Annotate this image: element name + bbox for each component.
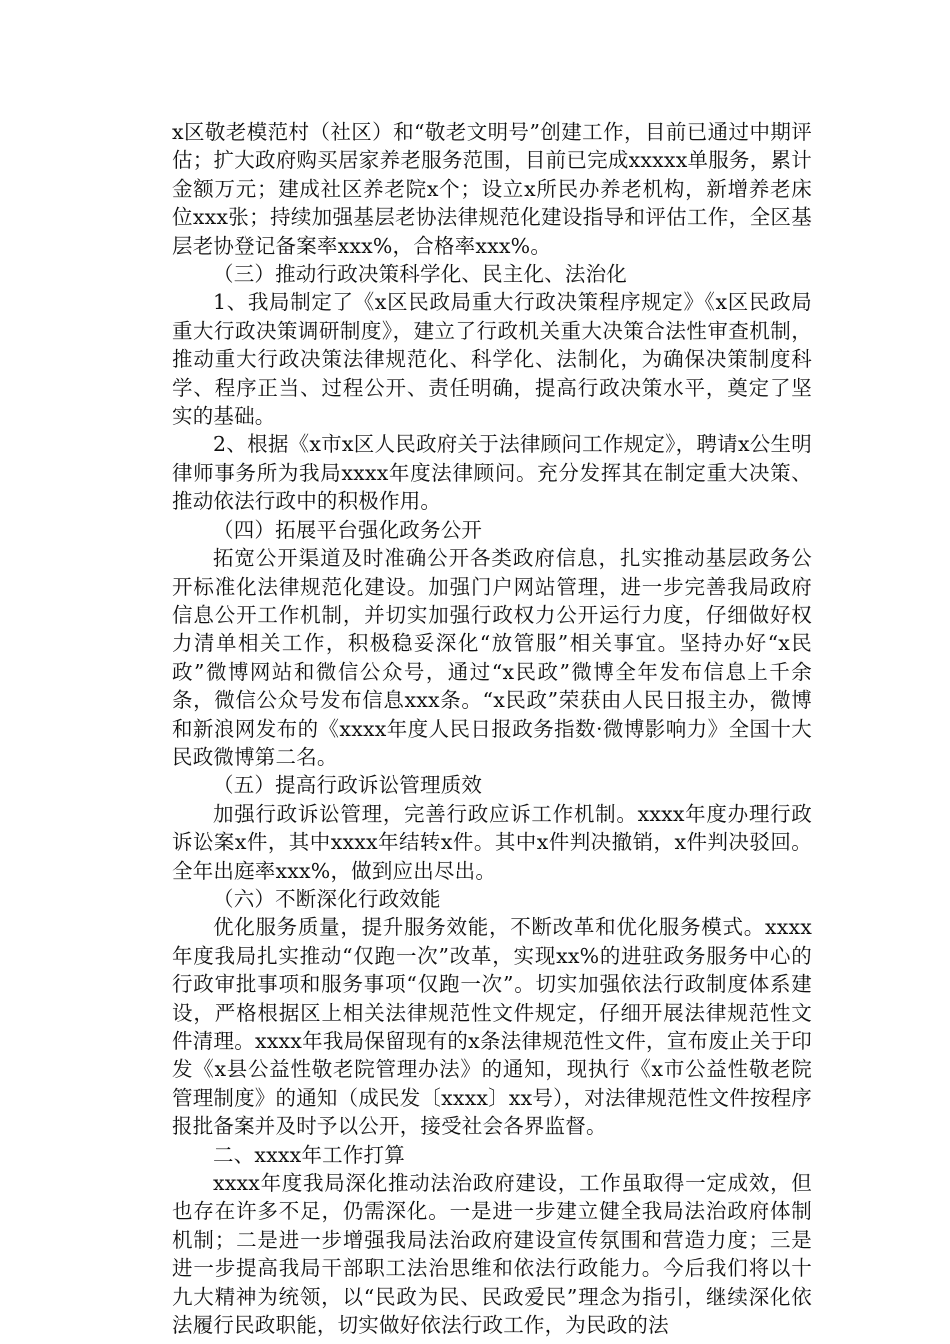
section-heading: （五）提高行政诉讼管理质效	[213, 773, 483, 798]
document-body	[172, 118, 812, 1339]
paragraph-body: 加强行政诉讼管理，完善行政应诉工作机制。xxxx年度办理行政诉讼案x件，其中xxxx年结转x件。其中x件判决撤销，x件判决驳回。全年出庭率xxx%，做到应出尽出。	[172, 801, 812, 883]
section-heading: （三）推动行政决策科学化、民主化、法治化	[213, 262, 627, 287]
section-heading: 二、xxxx年工作打算	[213, 1142, 405, 1167]
paragraph-body-continued: x区敬老模范村（社区）和“敬老文明号”创建工作，目前已通过中期评估；扩大政府购买居家养老服务范围，目前已完成xxxxx单服务，累计金额万元；建成社区养老院x个；设立x所民办养老机构，新增养老床位xxx张；持续加强基层老协法律规范化建设指导和评估工作，全区基层老协登记备案率xxx%，合格率xxx%。	[172, 120, 812, 258]
paragraph-body: 拓宽公开渠道及时准确公开各类政府信息，扎实推动基层政务公开标准化法律规范化建设。加强门户网站管理，进一步完善我局政府信息公开工作机制，并切实加强行政权力公开运行力度，仔细做好权力清单相关工作，积极稳妥深化“放管服”相关事宜。坚持办好“x民政”微博网站和微信公众号，通过“x民政”微博全年发布信息上千余条，微信公众号发布信息xxx条。“x民政”荣获由人民日报主办，微博和新浪网发布的《xxxx年度人民日报政务指数·微博影响力》全国十大民政微博第二名。	[172, 546, 812, 769]
section-heading: （四）拓展平台强化政务公开	[213, 517, 483, 542]
section-heading: （六）不断深化行政效能	[213, 886, 441, 911]
paragraph-body: 2、根据《x市x区人民政府关于法律顾问工作规定》，聘请x公生明律师事务所为我局xxxx年度法律顾问。充分发挥其在制定重大决策、推动依法行政中的积极作用。	[172, 432, 812, 514]
paragraph-body: 优化服务质量，提升服务效能，不断改革和优化服务模式。xxxx年度我局扎实推动“仅跑一次”改革，实现xx%的进驻政务服务中心的行政审批事项和服务事项“仅跑一次”。切实加强依法行政制度体系建设，严格根据区上相关法律规范性文件规定，仔细开展法律规范性文件清理。xxxx年我局保留现有的x条法律规范性文件，宣布废止关于印发《x县公益性敬老院管理办法》的通知，现执行《x市公益性敬老院管理制度》的通知（成民发〔xxxx〕xx号），对法律规范性文件按程序报批备案并及时予以公开，接受社会各界监督。	[172, 915, 812, 1139]
paragraph-body: xxxx年度我局深化推动法治政府建设，工作虽取得一定成效，但也存在许多不足，仍需深化。一是进一步建立健全我局法治政府体制机制；二是进一步增强我局法治政府建设宣传氛围和营造力度；三是进一步提高我局干部职工法治思维和依法行政能力。今后我们将以十九大精神为统领，以“民政为民、民政爱民”理念为指引，继续深化依法履行民政职能，切实做好依法行政工作，为民政的法	[172, 1171, 812, 1338]
paragraph-body: 1、我局制定了《x区民政局重大行政决策程序规定》《x区民政局重大行政决策调研制度》，建立了行政机关重大决策合法性审查机制，推动重大行政决策法律规范化、科学化、法制化，为确保决策制度科学、程序正当、过程公开、责任明确，提高行政决策水平，奠定了坚实的基础。	[172, 290, 812, 429]
